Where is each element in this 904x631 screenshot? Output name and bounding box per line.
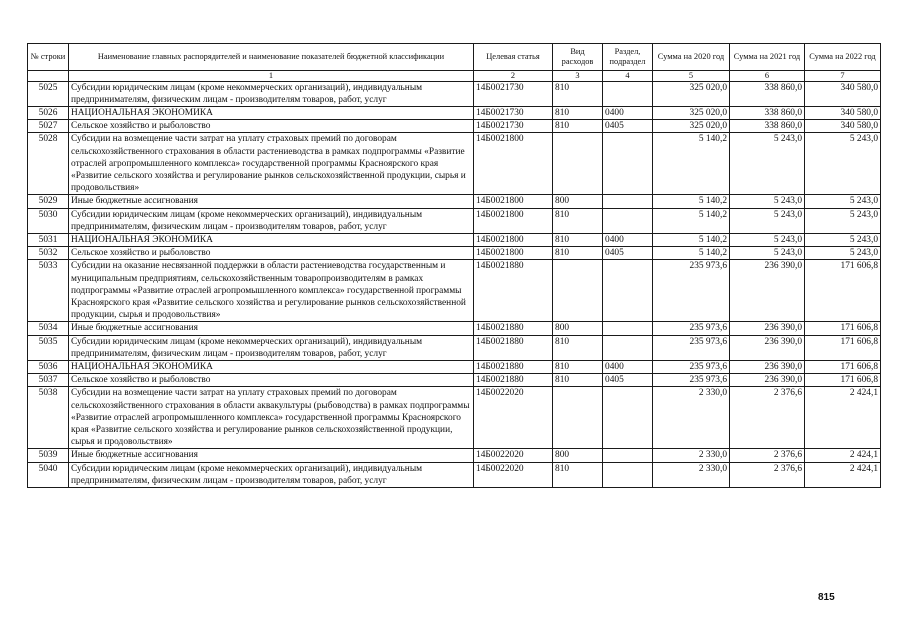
indicator-name-cell: НАЦИОНАЛЬНАЯ ЭКОНОМИКА xyxy=(69,360,474,373)
indicator-name-cell: Сельское хозяйство и рыболовство xyxy=(69,247,474,260)
sum-2020-cell: 235 973,6 xyxy=(653,322,730,335)
sum-2021-cell: 2 376,6 xyxy=(730,387,805,449)
sum-2021-cell: 338 860,0 xyxy=(730,81,805,106)
expense-type-cell: 810 xyxy=(553,360,603,373)
sum-2022-cell: 5 243,0 xyxy=(805,208,881,233)
target-article-cell: 14Б0022020 xyxy=(474,462,553,487)
sum-2021-cell: 2 376,6 xyxy=(730,462,805,487)
indicator-name-cell: НАЦИОНАЛЬНАЯ ЭКОНОМИКА xyxy=(69,106,474,119)
sum-2022-cell: 171 606,8 xyxy=(805,260,881,322)
section-cell xyxy=(603,133,653,195)
sum-2022-cell: 171 606,8 xyxy=(805,322,881,335)
sum-2020-cell: 5 140,2 xyxy=(653,208,730,233)
table-row xyxy=(28,120,881,133)
table-header xyxy=(28,44,881,82)
sum-2022-cell: 5 243,0 xyxy=(805,133,881,195)
table-row xyxy=(28,462,881,487)
row-number-cell: 5037 xyxy=(28,374,69,387)
sum-2020-cell: 5 140,2 xyxy=(653,195,730,208)
row-number-cell: 5031 xyxy=(28,233,69,246)
expense-type-cell: 810 xyxy=(553,81,603,106)
sum-2021-cell: 236 390,0 xyxy=(730,360,805,373)
expense-type-cell: 810 xyxy=(553,106,603,119)
sum-2020-cell: 5 140,2 xyxy=(653,247,730,260)
table-row xyxy=(28,106,881,119)
column-number: 5 xyxy=(653,71,730,82)
target-article-cell: 14Б0021880 xyxy=(474,322,553,335)
section-cell xyxy=(603,387,653,449)
expense-type-cell: 810 xyxy=(553,335,603,360)
sum-2020-cell: 235 973,6 xyxy=(653,260,730,322)
row-number-cell: 5039 xyxy=(28,449,69,462)
row-number-cell: 5034 xyxy=(28,322,69,335)
target-article-cell: 14Б0022020 xyxy=(474,387,553,449)
header-sum-2021: Сумма на 2021 год xyxy=(730,44,805,71)
table-row xyxy=(28,335,881,360)
sum-2021-cell: 236 390,0 xyxy=(730,374,805,387)
sum-2021-cell: 2 376,6 xyxy=(730,449,805,462)
expense-type-cell: 800 xyxy=(553,195,603,208)
header-name: Наименование главных распорядителей и наименование показателей бюджетной классификации xyxy=(69,44,474,71)
target-article-cell: 14Б0021880 xyxy=(474,260,553,322)
sum-2021-cell: 5 243,0 xyxy=(730,195,805,208)
expense-type-cell xyxy=(553,387,603,449)
table-row xyxy=(28,81,881,106)
sum-2020-cell: 235 973,6 xyxy=(653,360,730,373)
target-article-cell: 14Б0021800 xyxy=(474,133,553,195)
row-number-cell: 5029 xyxy=(28,195,69,208)
target-article-cell: 14Б0021800 xyxy=(474,233,553,246)
sum-2021-cell: 236 390,0 xyxy=(730,260,805,322)
row-number-cell: 5030 xyxy=(28,208,69,233)
indicator-name-cell: НАЦИОНАЛЬНАЯ ЭКОНОМИКА xyxy=(69,233,474,246)
sum-2020-cell: 2 330,0 xyxy=(653,462,730,487)
sum-2022-cell: 2 424,1 xyxy=(805,462,881,487)
row-number-cell: 5040 xyxy=(28,462,69,487)
target-article-cell: 14Б0021880 xyxy=(474,374,553,387)
section-cell: 0400 xyxy=(603,106,653,119)
section-cell xyxy=(603,462,653,487)
row-number-cell: 5028 xyxy=(28,133,69,195)
sum-2020-cell: 235 973,6 xyxy=(653,335,730,360)
header-section: Раздел, подраздел xyxy=(603,44,653,71)
table-row xyxy=(28,449,881,462)
section-cell: 0405 xyxy=(603,374,653,387)
sum-2021-cell: 5 243,0 xyxy=(730,133,805,195)
sum-2022-cell: 171 606,8 xyxy=(805,360,881,373)
section-cell xyxy=(603,81,653,106)
sum-2022-cell: 340 580,0 xyxy=(805,81,881,106)
header-expense-type: Вид расходов xyxy=(553,44,603,71)
row-number-cell: 5035 xyxy=(28,335,69,360)
row-number-cell: 5032 xyxy=(28,247,69,260)
indicator-name-cell: Субсидии на оказание несвязанной поддержки в области растениеводства государственным и муниципальным предприятиям, сельскохозяйственным товаропроизводителям в рамках подпрограммы «Развитие отраслей агропромышленного комплекса» государственной программы Красноярского края «Развитие сельского хозяйства и регулирование рынков сельскохозяйственной продукции, сырья и продовольствия» xyxy=(69,260,474,322)
section-cell: 0405 xyxy=(603,247,653,260)
table-row xyxy=(28,133,881,195)
column-number xyxy=(28,71,69,82)
sum-2022-cell: 2 424,1 xyxy=(805,449,881,462)
column-number: 4 xyxy=(603,71,653,82)
header-target-article: Целевая статья xyxy=(474,44,553,71)
budget-table xyxy=(27,43,881,488)
sum-2022-cell: 5 243,0 xyxy=(805,195,881,208)
expense-type-cell: 810 xyxy=(553,208,603,233)
target-article-cell: 14Б0022020 xyxy=(474,449,553,462)
table-row xyxy=(28,233,881,246)
target-article-cell: 14Б0021880 xyxy=(474,335,553,360)
indicator-name-cell: Субсидии юридическим лицам (кроме некоммерческих организаций), индивидуальным предпринимателям, физическим лицам - производителям товаров, работ, услуг xyxy=(69,208,474,233)
indicator-name-cell: Субсидии юридическим лицам (кроме некоммерческих организаций), индивидуальным предпринимателям, физическим лицам - производителям товаров, работ, услуг xyxy=(69,462,474,487)
row-number-cell: 5026 xyxy=(28,106,69,119)
sum-2022-cell: 171 606,8 xyxy=(805,374,881,387)
target-article-cell: 14Б0021730 xyxy=(474,81,553,106)
sum-2021-cell: 5 243,0 xyxy=(730,233,805,246)
sum-2022-cell: 340 580,0 xyxy=(805,106,881,119)
sum-2022-cell: 171 606,8 xyxy=(805,335,881,360)
column-number: 7 xyxy=(805,71,881,82)
sum-2021-cell: 5 243,0 xyxy=(730,247,805,260)
sum-2020-cell: 5 140,2 xyxy=(653,133,730,195)
header-sum-2022: Сумма на 2022 год xyxy=(805,44,881,71)
indicator-name-cell: Иные бюджетные ассигнования xyxy=(69,195,474,208)
sum-2022-cell: 5 243,0 xyxy=(805,247,881,260)
column-number: 3 xyxy=(553,71,603,82)
indicator-name-cell: Субсидии юридическим лицам (кроме некоммерческих организаций), индивидуальным предпринимателям, физическим лицам - производителям товаров, работ, услуг xyxy=(69,81,474,106)
section-cell xyxy=(603,208,653,233)
expense-type-cell: 810 xyxy=(553,374,603,387)
column-number: 6 xyxy=(730,71,805,82)
sum-2020-cell: 325 020,0 xyxy=(653,120,730,133)
indicator-name-cell: Иные бюджетные ассигнования xyxy=(69,322,474,335)
section-cell xyxy=(603,195,653,208)
target-article-cell: 14Б0021800 xyxy=(474,208,553,233)
row-number-cell: 5027 xyxy=(28,120,69,133)
table-row xyxy=(28,208,881,233)
sum-2021-cell: 5 243,0 xyxy=(730,208,805,233)
sum-2020-cell: 5 140,2 xyxy=(653,233,730,246)
table-row xyxy=(28,360,881,373)
column-number: 2 xyxy=(474,71,553,82)
indicator-name-cell: Субсидии на возмещение части затрат на уплату страховых премий по договорам сельскохозяйственного страхования в области аквакультуры (рыбоводства) в рамках подпрограммы «Развитие отраслей агропромышленного комплекса» государственной программы Красноярского края «Развитие сельского хозяйства и регулирование рынков сельскохозяйственной продукции, сырья и продовольствия» xyxy=(69,387,474,449)
row-number-cell: 5025 xyxy=(28,81,69,106)
section-cell xyxy=(603,260,653,322)
sum-2020-cell: 235 973,6 xyxy=(653,374,730,387)
target-article-cell: 14Б0021730 xyxy=(474,120,553,133)
sum-2022-cell: 2 424,1 xyxy=(805,387,881,449)
column-number: 1 xyxy=(69,71,474,82)
row-number-cell: 5038 xyxy=(28,387,69,449)
sum-2020-cell: 2 330,0 xyxy=(653,449,730,462)
indicator-name-cell: Субсидии на возмещение части затрат на уплату страховых премий по договорам сельскохозяйственного страхования в области растениеводства в рамках подпрограммы «Развитие отраслей агропромышленного комплекса» государственной программы Красноярского края «Развитие сельского хозяйства и регулирование рынков сельскохозяйственной продукции, сырья и продовольствия» xyxy=(69,133,474,195)
section-cell xyxy=(603,335,653,360)
expense-type-cell: 810 xyxy=(553,462,603,487)
section-cell: 0400 xyxy=(603,360,653,373)
table-row xyxy=(28,374,881,387)
table-row xyxy=(28,247,881,260)
section-cell xyxy=(603,449,653,462)
row-number-cell: 5033 xyxy=(28,260,69,322)
indicator-name-cell: Иные бюджетные ассигнования xyxy=(69,449,474,462)
target-article-cell: 14Б0021880 xyxy=(474,360,553,373)
expense-type-cell: 810 xyxy=(553,120,603,133)
target-article-cell: 14Б0021800 xyxy=(474,247,553,260)
sum-2020-cell: 325 020,0 xyxy=(653,106,730,119)
sum-2021-cell: 338 860,0 xyxy=(730,120,805,133)
expense-type-cell: 810 xyxy=(553,247,603,260)
row-number-cell: 5036 xyxy=(28,360,69,373)
section-cell xyxy=(603,322,653,335)
table-body xyxy=(28,81,881,488)
sum-2022-cell: 5 243,0 xyxy=(805,233,881,246)
target-article-cell: 14Б0021800 xyxy=(474,195,553,208)
sum-2021-cell: 236 390,0 xyxy=(730,322,805,335)
sum-2020-cell: 2 330,0 xyxy=(653,387,730,449)
target-article-cell: 14Б0021730 xyxy=(474,106,553,119)
page-number: 815 xyxy=(818,592,835,603)
indicator-name-cell: Сельское хозяйство и рыболовство xyxy=(69,120,474,133)
section-cell: 0400 xyxy=(603,233,653,246)
expense-type-cell: 810 xyxy=(553,233,603,246)
header-row-number: № строки xyxy=(28,44,69,71)
expense-type-cell xyxy=(553,260,603,322)
expense-type-cell: 800 xyxy=(553,449,603,462)
indicator-name-cell: Субсидии юридическим лицам (кроме некоммерческих организаций), индивидуальным предпринимателям, физическим лицам - производителям товаров, работ, услуг xyxy=(69,335,474,360)
header-sum-2020: Сумма на 2020 год xyxy=(653,44,730,71)
table-row xyxy=(28,195,881,208)
sum-2022-cell: 340 580,0 xyxy=(805,120,881,133)
sum-2021-cell: 338 860,0 xyxy=(730,106,805,119)
table-row xyxy=(28,387,881,449)
sum-2021-cell: 236 390,0 xyxy=(730,335,805,360)
table-row xyxy=(28,260,881,322)
section-cell: 0405 xyxy=(603,120,653,133)
column-number-row xyxy=(28,71,881,82)
expense-type-cell xyxy=(553,133,603,195)
expense-type-cell: 800 xyxy=(553,322,603,335)
sum-2020-cell: 325 020,0 xyxy=(653,81,730,106)
table-row xyxy=(28,322,881,335)
indicator-name-cell: Сельское хозяйство и рыболовство xyxy=(69,374,474,387)
